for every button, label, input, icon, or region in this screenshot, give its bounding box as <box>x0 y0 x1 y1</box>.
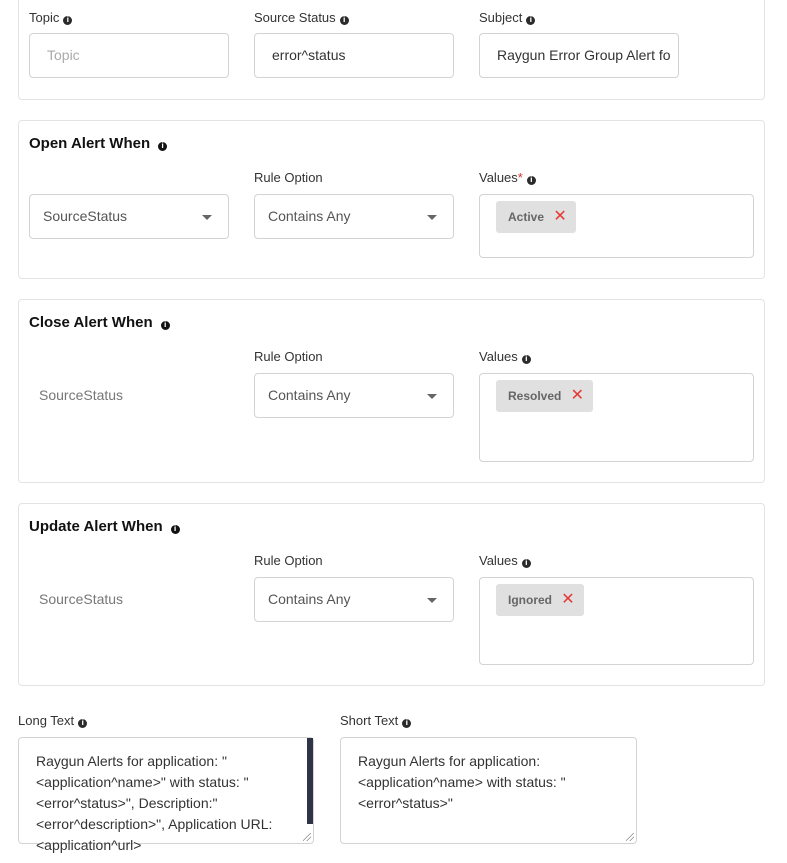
info-icon[interactable]: i <box>161 321 170 330</box>
chip-label: Ignored <box>508 593 552 607</box>
chip-label: Active <box>508 210 545 224</box>
info-icon[interactable]: i <box>526 16 535 25</box>
chip-label: Resolved <box>508 389 562 403</box>
scrollbar[interactable] <box>307 738 313 824</box>
close-icon[interactable]: ✕ <box>561 591 575 608</box>
open-alert-field-select[interactable] <box>29 194 229 239</box>
info-icon[interactable]: i <box>63 16 72 25</box>
value-chip <box>496 380 593 412</box>
topic-label: Topic i <box>29 10 72 26</box>
resize-handle-icon[interactable] <box>626 833 634 841</box>
update-alert-values-input[interactable] <box>479 577 754 665</box>
text-line: <application^name>" with status: " <box>36 774 249 790</box>
section-title: Open Alert When i <box>29 135 167 152</box>
long-text-label: Long Text i <box>18 713 87 729</box>
text-line: <error^status>" <box>358 795 453 811</box>
values-label: Values* i <box>479 170 536 186</box>
select-value: SourceStatus <box>43 208 128 224</box>
close-icon[interactable]: ✕ <box>553 208 567 225</box>
update-alert-rule-select[interactable] <box>254 577 454 622</box>
short-text-label: Short Text i <box>340 713 411 729</box>
info-icon[interactable]: i <box>158 142 167 151</box>
info-icon[interactable]: i <box>340 16 349 25</box>
select-value: Contains Any <box>268 208 351 224</box>
subject-label: Subject i <box>479 10 535 26</box>
source-status-label: Source Status i <box>254 10 349 26</box>
caret-down-icon <box>427 598 437 603</box>
text-line: <error^description>", Application URL: <box>36 816 273 832</box>
close-alert-rule-select[interactable] <box>254 373 454 418</box>
caret-down-icon <box>202 215 212 220</box>
topic-input[interactable]: Topic <box>29 33 229 78</box>
open-alert-values-input[interactable] <box>479 194 754 258</box>
close-alert-values-input[interactable] <box>479 373 754 462</box>
section-title: Close Alert When i <box>29 314 170 331</box>
value-chip <box>496 584 584 616</box>
info-icon[interactable]: i <box>527 176 536 185</box>
text-line: <application^url> <box>36 837 142 853</box>
section-title: Update Alert When i <box>29 518 180 535</box>
open-alert-rule-select[interactable] <box>254 194 454 239</box>
select-value: Contains Any <box>268 387 351 403</box>
source-status-input[interactable]: error^status <box>254 33 454 78</box>
value-chip <box>496 201 576 233</box>
close-alert-field: SourceStatus <box>39 387 124 403</box>
info-icon[interactable]: i <box>78 719 87 728</box>
update-alert-field: SourceStatus <box>39 591 124 607</box>
close-icon[interactable]: ✕ <box>570 387 585 404</box>
values-label: Values i <box>479 349 531 365</box>
long-text-textarea[interactable] <box>18 737 314 853</box>
text-line: Raygun Alerts for application: <box>358 753 541 769</box>
text-line: Raygun Alerts for application: " <box>36 753 227 769</box>
caret-down-icon <box>427 394 437 399</box>
info-icon[interactable]: i <box>522 355 531 364</box>
caret-down-icon <box>427 215 437 220</box>
resize-handle-icon[interactable] <box>303 833 311 841</box>
text-line: <error^status>", Description:" <box>36 795 218 811</box>
select-value: Contains Any <box>268 591 351 607</box>
required-mark: * <box>517 170 523 185</box>
info-icon[interactable]: i <box>522 559 531 568</box>
info-icon[interactable]: i <box>171 525 180 534</box>
text-line: <application^name> with status: " <box>358 774 566 790</box>
rule-option-label: Rule Option <box>254 349 323 364</box>
info-icon[interactable]: i <box>402 719 411 728</box>
rule-option-label: Rule Option <box>254 553 323 568</box>
short-text-textarea[interactable] <box>340 737 637 844</box>
rule-option-label: Rule Option <box>254 170 323 185</box>
values-label: Values i <box>479 553 531 569</box>
subject-input[interactable]: Raygun Error Group Alert fo <box>479 33 679 78</box>
